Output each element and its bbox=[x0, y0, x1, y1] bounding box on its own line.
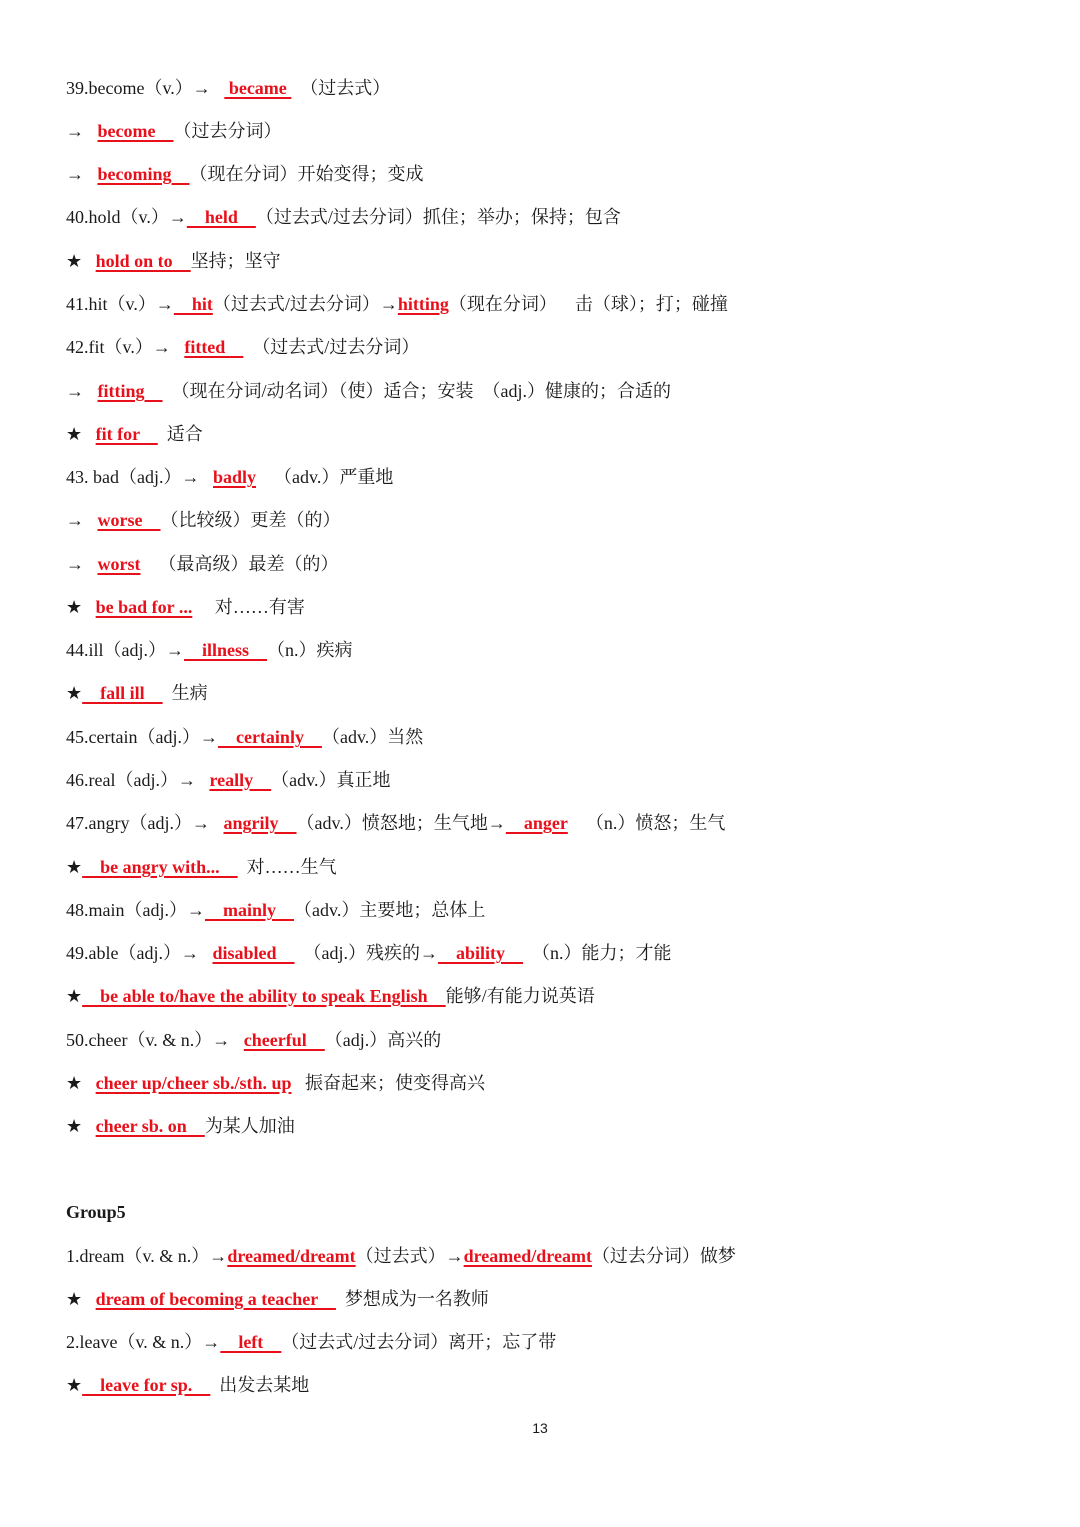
line-text: （adv.）严重地 bbox=[256, 467, 394, 487]
line-text: 39.become（v.）→ bbox=[66, 78, 225, 98]
line-text: 坚持；坚守 bbox=[190, 251, 281, 271]
line-text: （过去式/过去分词） bbox=[243, 337, 420, 357]
vocab-line bbox=[66, 1327, 556, 1357]
answer-text: becoming bbox=[97, 164, 190, 184]
answer-text: really bbox=[209, 770, 272, 790]
line-text: 47.angry（adj.）→ bbox=[66, 813, 224, 833]
line-text: ★ bbox=[66, 986, 83, 1006]
line-text: 适合 bbox=[157, 424, 203, 444]
answer-text: cheer sb. on bbox=[95, 1116, 205, 1136]
line-text: （adv.）主要地；总体上 bbox=[294, 900, 486, 920]
answer-text: dream of becoming a teacher bbox=[95, 1289, 336, 1309]
line-text: 振奋起来；使变得高兴 bbox=[291, 1073, 485, 1093]
line-text: ★ bbox=[66, 597, 96, 617]
vocab-line bbox=[66, 549, 339, 579]
line-text: 能够/有能力说英语 bbox=[445, 986, 595, 1006]
vocab-line bbox=[66, 116, 281, 146]
vocab-line bbox=[66, 246, 281, 276]
answer-text: become bbox=[97, 121, 174, 141]
line-text: ★ bbox=[66, 1375, 83, 1395]
answer-text: mainly bbox=[204, 900, 294, 920]
line-text: 41.hit（v.）→ bbox=[66, 294, 174, 314]
vocab-line bbox=[66, 332, 419, 362]
vocab-line bbox=[66, 1370, 309, 1400]
line-text: ★ bbox=[66, 683, 83, 703]
line-text: （过去式） bbox=[291, 78, 391, 98]
answer-text: leave for sp. bbox=[82, 1375, 211, 1395]
line-text: → bbox=[66, 381, 98, 401]
line-text: → bbox=[66, 121, 98, 141]
answer-text: hold on to bbox=[95, 251, 191, 271]
vocab-line bbox=[66, 289, 728, 319]
answer-text: dreamed/dreamt bbox=[463, 1246, 592, 1266]
vocab-line bbox=[66, 852, 337, 882]
answer-text: badly bbox=[212, 467, 257, 487]
line-text: （过去式/过去分词）→ bbox=[212, 294, 398, 314]
answer-text: dreamed/dreamt bbox=[227, 1246, 356, 1266]
vocab-line bbox=[66, 1025, 441, 1055]
answer-text: fit for bbox=[95, 424, 158, 444]
vocab-line bbox=[66, 765, 390, 795]
line-text: （n.）疾病 bbox=[267, 640, 353, 660]
answer-text: be angry with... bbox=[82, 857, 238, 877]
line-text: 48.main（adj.）→ bbox=[66, 900, 205, 920]
line-text: （过去分词） bbox=[173, 121, 282, 141]
line-text: （adv.）当然 bbox=[321, 727, 424, 747]
answer-text: held bbox=[186, 207, 256, 227]
line-text: （现在分词）开始变得；变成 bbox=[189, 164, 424, 184]
line-text: 44.ill（adj.）→ bbox=[66, 640, 184, 660]
section-heading bbox=[66, 1197, 126, 1227]
vocab-line bbox=[66, 202, 621, 232]
vocab-line bbox=[66, 592, 305, 622]
line-text: 42.fit（v.）→ bbox=[66, 337, 185, 357]
vocab-line bbox=[66, 159, 424, 189]
line-text: （过去式/过去分词）抓住；举办；保持；包含 bbox=[255, 207, 621, 227]
line-text: ★ bbox=[66, 424, 96, 444]
line-text: （adj.）残疾的→ bbox=[294, 943, 439, 963]
vocab-line bbox=[66, 73, 390, 103]
vocab-line bbox=[66, 938, 672, 968]
answer-text: disabled bbox=[212, 943, 295, 963]
line-text: 梦想成为一名教师 bbox=[335, 1289, 489, 1309]
line-text: ★ bbox=[66, 1116, 96, 1136]
answer-text: certainly bbox=[217, 727, 322, 747]
line-text: 对……有害 bbox=[192, 597, 305, 617]
line-text: 49.able（adj.）→ bbox=[66, 943, 213, 963]
vocab-line bbox=[66, 635, 353, 665]
line-text: 46.real（adj.）→ bbox=[66, 770, 210, 790]
vocab-line bbox=[66, 1068, 485, 1098]
line-text: （adv.）愤怒地；生气地→ bbox=[296, 813, 506, 833]
answer-text: fitted bbox=[184, 337, 244, 357]
line-text: → bbox=[66, 510, 98, 530]
line-text: （过去式）→ bbox=[355, 1246, 464, 1266]
vocab-line bbox=[66, 981, 595, 1011]
line-text: → bbox=[66, 554, 98, 574]
vocab-line bbox=[66, 808, 725, 838]
line-text: → bbox=[66, 164, 98, 184]
answer-text: illness bbox=[184, 640, 268, 660]
vocab-line bbox=[66, 376, 671, 406]
line-text: （过去分词）做梦 bbox=[591, 1246, 736, 1266]
line-text: 40.hold（v.）→ bbox=[66, 207, 187, 227]
vocab-line bbox=[66, 1111, 295, 1141]
answer-text: cheerful bbox=[243, 1030, 325, 1050]
line-text: ★ bbox=[66, 251, 96, 271]
line-text: ★ bbox=[66, 1289, 96, 1309]
vocab-line bbox=[66, 462, 393, 492]
line-text: （现在分词/动名词）（使）适合；安装 （adj.）健康的；合适的 bbox=[162, 381, 671, 401]
line-text: （n.）能力；才能 bbox=[523, 943, 672, 963]
answer-text: fitting bbox=[97, 381, 163, 401]
line-text: 50.cheer（v. & n.）→ bbox=[66, 1030, 244, 1050]
answer-text: angrily bbox=[223, 813, 297, 833]
line-text: ★ bbox=[66, 1073, 96, 1093]
line-text: 2.leave（v. & n.）→ bbox=[66, 1332, 221, 1352]
vocab-line bbox=[66, 722, 423, 752]
line-text: （过去式/过去分词）离开；忘了带 bbox=[281, 1332, 557, 1352]
line-text: （比较级）更差（的） bbox=[160, 510, 341, 530]
line-text: 对……生气 bbox=[237, 857, 337, 877]
line-text: （最高级）最差（的） bbox=[140, 554, 339, 574]
answer-text: hitting bbox=[397, 294, 449, 314]
line-text: （n.）愤怒；生气 bbox=[567, 813, 726, 833]
vocab-line bbox=[66, 505, 340, 535]
answer-text: cheer up/cheer sb./sth. up bbox=[95, 1073, 292, 1093]
vocab-line bbox=[66, 895, 485, 925]
line-text: 45.certain（adj.）→ bbox=[66, 727, 218, 747]
line-text: 1.dream（v. & n.）→ bbox=[66, 1246, 228, 1266]
line-text: 为某人加油 bbox=[204, 1116, 295, 1136]
answer-text: be able to/have the ability to speak English bbox=[82, 986, 446, 1006]
answer-text: became bbox=[224, 78, 292, 98]
line-text: （现在分词） 击（球）；打；碰撞 bbox=[448, 294, 728, 314]
answer-text: fall ill bbox=[82, 683, 163, 703]
answer-text: worst bbox=[97, 554, 141, 574]
line-text: ★ bbox=[66, 857, 83, 877]
page-number: 13 bbox=[532, 1420, 548, 1436]
line-text: （adj.）高兴的 bbox=[324, 1030, 442, 1050]
answer-text: left bbox=[220, 1332, 282, 1352]
line-text: 生病 bbox=[162, 683, 208, 703]
answer-text: worse bbox=[97, 510, 161, 530]
vocab-line bbox=[66, 419, 203, 449]
answer-text: ability bbox=[438, 943, 524, 963]
vocab-line bbox=[66, 678, 208, 708]
answer-text: be bad for ... bbox=[95, 597, 193, 617]
line-text: 出发去某地 bbox=[210, 1375, 310, 1395]
line-text: 43. bad（adj.）→ bbox=[66, 467, 213, 487]
vocab-line bbox=[66, 1241, 736, 1271]
group-heading: Group5 bbox=[66, 1202, 126, 1222]
answer-text: anger bbox=[505, 813, 568, 833]
answer-text: hit bbox=[173, 294, 213, 314]
line-text: （adv.）真正地 bbox=[271, 770, 391, 790]
vocab-line bbox=[66, 1284, 489, 1314]
